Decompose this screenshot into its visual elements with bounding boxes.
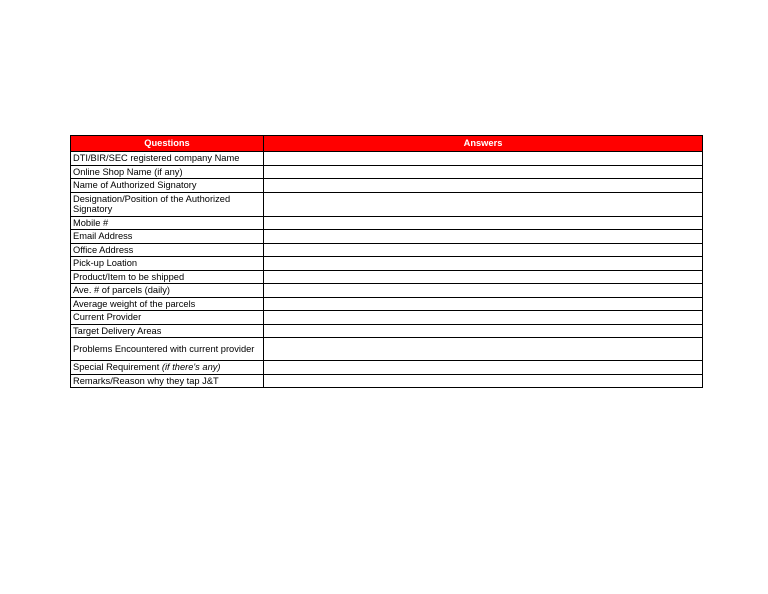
answer-cell[interactable] [264,284,703,298]
question-cell: Problems Encountered with current provider [71,338,264,361]
table-row [71,152,703,166]
table-row [71,243,703,257]
question-cell: Average weight of the parcels [71,297,264,311]
question-cell: Product/Item to be shipped [71,270,264,284]
questionnaire-table [70,135,703,388]
question-cell: Pick-up Loation [71,257,264,271]
answer-cell[interactable] [264,257,703,271]
answer-cell[interactable] [264,216,703,230]
question-cell: Name of Authorized Signatory [71,179,264,193]
question-cell: Mobile # [71,216,264,230]
question-cell: Email Address [71,230,264,244]
table-row [71,361,703,375]
table-row [71,270,703,284]
answer-cell[interactable] [264,311,703,325]
table-row [71,216,703,230]
question-cell: Office Address [71,243,264,257]
table-row [71,374,703,388]
question-cell [71,361,264,375]
answer-cell[interactable] [264,324,703,338]
table-row [71,311,703,325]
question-cell: Online Shop Name (if any) [71,165,264,179]
question-cell: Designation/Position of the Authorized Signatory [71,192,264,216]
question-cell: DTI/BIR/SEC registered company Name [71,152,264,166]
answer-cell[interactable] [264,179,703,193]
table-row [71,165,703,179]
table-row [71,338,703,361]
table-row [71,192,703,216]
question-cell: Ave. # of parcels (daily) [71,284,264,298]
table-row [71,324,703,338]
question-cell: Remarks/Reason why they tap J&T [71,374,264,388]
table-row [71,297,703,311]
question-text: Special Requirement [73,362,162,372]
table-row [71,284,703,298]
question-cell: Target Delivery Areas [71,324,264,338]
answer-cell[interactable] [264,230,703,244]
answer-cell[interactable] [264,192,703,216]
answer-cell[interactable] [264,165,703,179]
question-cell: Current Provider [71,311,264,325]
table-row [71,257,703,271]
answers-header: Answers [264,136,703,152]
answer-cell[interactable] [264,297,703,311]
answer-cell[interactable] [264,152,703,166]
answer-cell[interactable] [264,338,703,361]
question-note: (if there's any) [161,362,221,372]
answer-cell[interactable] [264,361,703,375]
table-row [71,230,703,244]
table-row [71,179,703,193]
answer-cell[interactable] [264,243,703,257]
questions-header: Questions [71,136,264,152]
answer-cell[interactable] [264,270,703,284]
answer-cell[interactable] [264,374,703,388]
header-row [71,136,703,152]
